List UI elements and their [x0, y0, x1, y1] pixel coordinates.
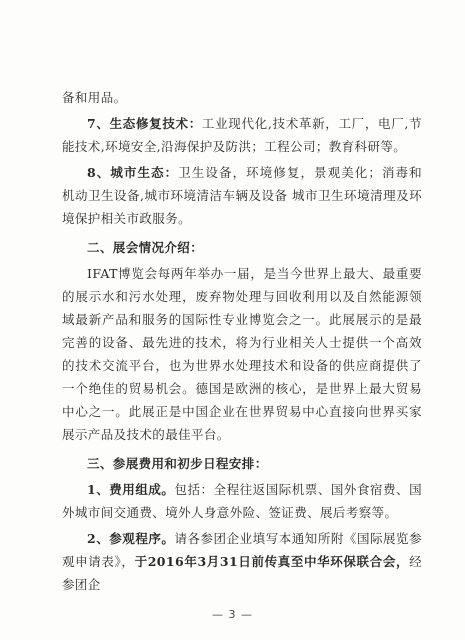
- item-text: 工业现代化,技术革新，工厂，电厂,节能技术,环境安全,沿海保护及防洪；工程公司；教育科研等。: [62, 116, 422, 154]
- paragraph-fee-composition: [62, 478, 422, 524]
- deadline-text: 于2016年3月31日前传真至中华环保联合会，: [134, 554, 410, 569]
- paragraph-visit-procedure: [62, 527, 422, 596]
- item-text: 卫生设备，环境修复，景观美化；消毒和 机动卫生设备,城市环境清洁车辆及设备 城市卫生环境清理及环境保护相关市政服务。: [62, 165, 423, 226]
- document-body: [62, 86, 422, 596]
- item-text: 请各参团企业填写本通知所附《国际展览参观申请表》，: [62, 531, 422, 569]
- item-text: 包括：全程往返国际机票、国外食宿费、国外城市间交通费、境外人身意外险、签证费、展后考察等。: [62, 482, 422, 520]
- paragraph-exhibition-intro: IFAT博览会每两年举办一届，是当今世界上最大、最重要的展示水和污水处理，废弃物处理与回收利用以及自然能源领域最新产品和服务的国际性专业博览会之一。此展展示的是最完善的设备、最先进的技术，将为行业相关人士提供一个高效的技术交流平台，也为世界水处理技术和设备的供应商提供了一个绝佳的贸易机会。德国是欧洲的核心，是世界上最大贸易中心之一。此展正是中国企业在世界贸易中心直接向世界买家展示产品及技术的最佳平台。: [62, 266, 422, 442]
- section-heading-exhibition-intro: 二、展会情况介绍：: [87, 240, 204, 255]
- item-text: 经参团企: [62, 554, 422, 592]
- item-label: 8、城市生态：: [87, 165, 179, 180]
- page-number: — 3 —: [212, 608, 253, 621]
- paragraph-ecological-restoration: [62, 112, 422, 158]
- section-heading-fees-schedule: 三、参展费用和初步日程安排：: [87, 456, 268, 471]
- item-label: 1、费用组成。: [87, 482, 175, 497]
- item-label: 7、生态修复技术：: [87, 116, 202, 131]
- paragraph-continuation: [62, 86, 422, 109]
- item-label: 2、参观程序。: [87, 531, 175, 546]
- paragraph-urban-ecology: [62, 161, 422, 230]
- paragraph-text: 备和用品。: [62, 90, 127, 105]
